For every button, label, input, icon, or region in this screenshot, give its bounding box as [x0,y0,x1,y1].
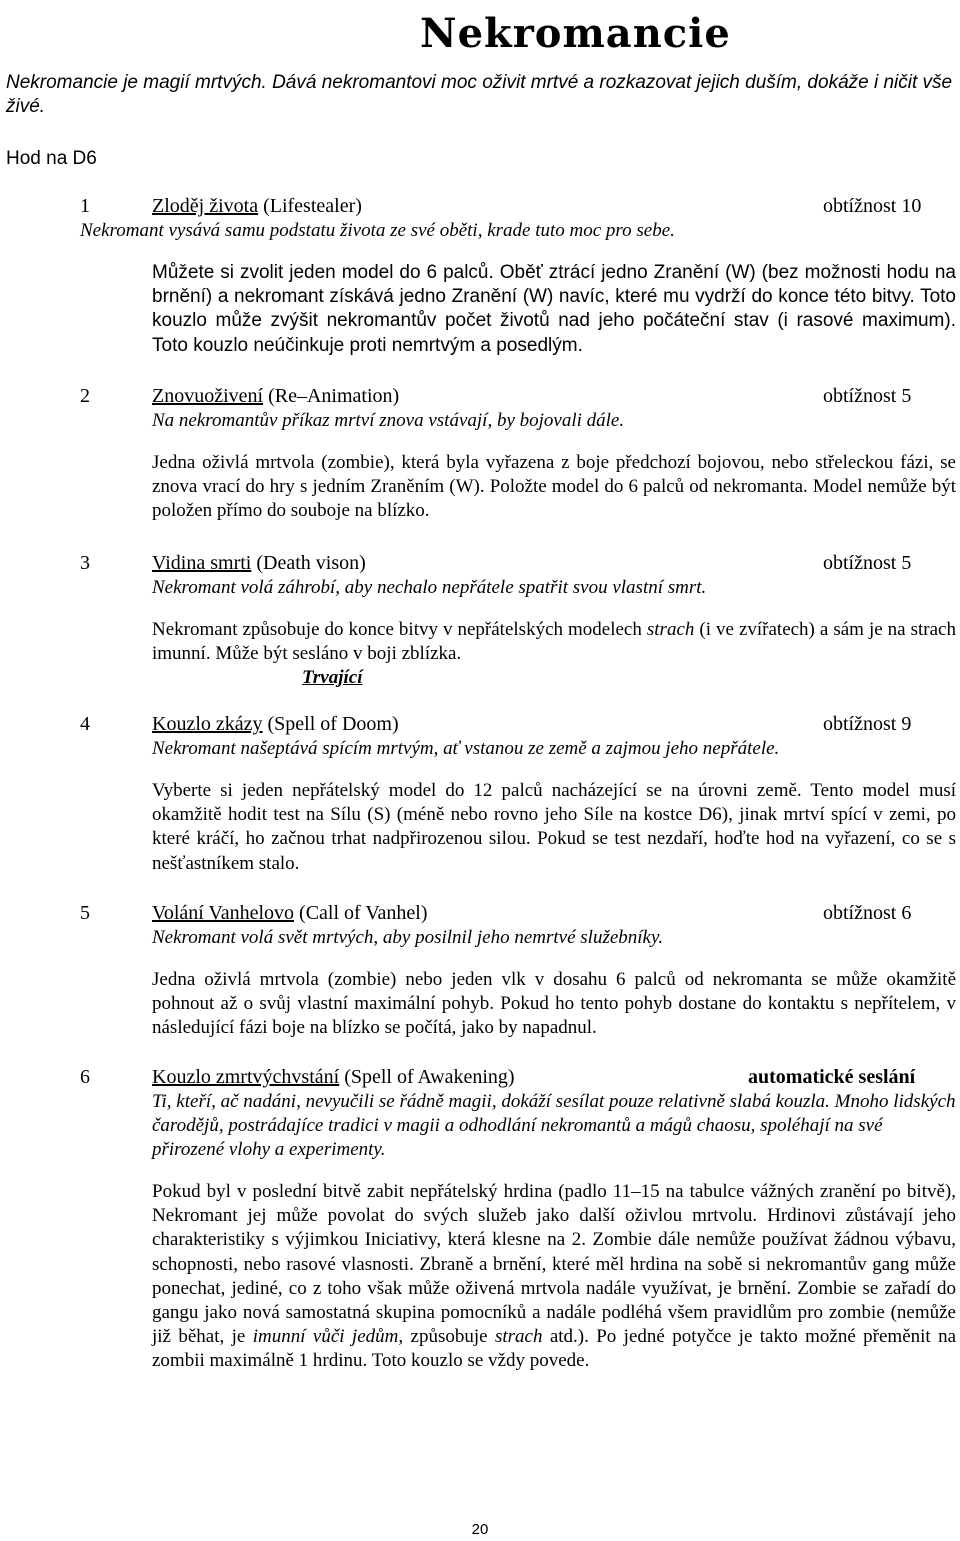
roll-label: Hod na D6 [6,148,97,169]
spell-difficulty: obtížnost 10 [823,195,922,217]
spell-title [152,1064,515,1090]
spell-title [152,383,399,409]
spell-header [80,383,956,409]
spell-name: Volání Vanhelovo [152,902,295,924]
spell-flavor: Nekromant volá záhrobí, aby nechalo nepřátele spatřit svou vlastní smrt. [152,577,707,598]
poison-immunity-term: imunní vůči jedům, [252,1326,404,1348]
fear-term: strach [646,619,695,640]
spell-flavor: Nekromant našeptává spícím mrtvým, ať vstanou ze země a zajmou jeho nepřátele. [152,738,780,759]
spell-body: Jedna oživlá mrtvola (zombie) nebo jeden vlk v dosahu 6 palců od nekromanta se může okamžitě pohnout až o svůj vlastní maximální pohyb. Pokud ho tento pohyb dostane do kontaktu s nepřítelem, v následující fázi boje na blízko se počítá, jako by napadnul. [152,969,956,1039]
spell-name: Kouzlo zmrtvýchvstání [152,1066,340,1088]
spell-4 [80,711,956,876]
spell-title [152,711,399,737]
spell-6 [80,1064,956,1374]
spell-name: Znovuoživení [152,385,264,407]
fear-term: strach [494,1326,543,1348]
spell-header [80,550,956,576]
spell-body: Vyberte si jeden nepřátelský model do 12 palců nacházející se na úrovni země. Tento model musí okamžitě hodit test na Sílu (S) (méně nebo rovno jeho Síle na kostce D6), jinak mrtví spící v zemi, po které kráčí, ho začnou trhat nadpřirozenou silou. Pokud se test nezdaří, hoďte hod na vyřazení, co se s nešťastníkem stalo. [152,780,956,874]
spell-english-name: (Lifestealer) [263,195,362,217]
spell-flavor: Nekromant vysává samu podstatu života ze své oběti, krade tuto moc pro sebe. [80,220,675,241]
spell-number: 5 [80,902,90,924]
spell-body-text: (i ve zvířatech) a sám je na strach imunní. Může být sesláno v boji zblízka. [152,619,956,665]
spell-header [80,711,956,737]
spell-difficulty: obtížnost 5 [823,385,912,407]
spell-body: Jedna oživlá mrtvola (zombie), která byla vyřazena z boje předchozí bojovou, nebo střeleckou fázi, se znova vrací do hry s jedním Zraněním (W). Položte model do 6 palců od nekromanta. Model nemůže být položen přímo do souboje na blízko. [152,452,956,522]
spell-3 [80,550,956,691]
spell-body-text: způsobuje [403,1326,495,1348]
spell-header [80,1064,956,1090]
spell-number: 1 [80,195,90,217]
spell-2 [80,383,956,524]
page-title: Nekromancie [420,10,731,57]
persistent-label: Trvající [302,667,363,689]
spell-body-text: atd.). Po jedné potyčce je takto možné přeměnit na zombii maximálně 1 hrdinu. Toto kouzlo se vždy povede. [152,1326,957,1372]
spell-body-text: Pokud byl v poslední bitvě zabit nepřátelský hrdina (padlo 11–15 na tabulce vážných zranění po bitvě), Nekromant jej může povolat do svých služeb jako další oživlou mrtvolu. Hrdinovi zůstávají jeho charakteristiky s výjimkou Iniciativy, která klesne na 2. Zombie dále nemůže používat žádnou výbavu, schopnosti, nebo rasové vlasnosti. Zbraně a brnění, které měl hrdina na sobě si nekromantův gang může ponechat, jediné, co z toho však může oživená mrtvola nadále využívat, je brnění. Zombie se zařadí do gangu jako nová samostatná skupina pomocníků a nadále podléhá všem pravidlům pro zombie (nemůže již běhat, je [152,1181,956,1348]
spell-name: Kouzlo zkázy [152,713,263,735]
spell-1 [80,193,956,358]
spell-flavor: Ti, kteří, ač nadáni, nevyučili se řádně magii, dokáží sesílat pouze relativně slabá kouzla. Mnoho lidských čarodějů, postrádajíce tradici v magii a odhodlání nekromantů a mágů chaosu, spoléhají na své přirozené vlohy a experimenty. [152,1091,956,1160]
intro-text: Nekromancie je magií mrtvých. Dává nekromantovi moc oživit mrtvé a rozkazovat jejich duším, dokáže i ničit vše živé. [6,72,953,117]
page-number: 20 [471,1521,489,1538]
spell-number: 3 [80,552,90,574]
spell-name: Zloděj života [152,195,259,217]
spell-english-name: (Death vison) [256,552,366,574]
spell-title [152,193,362,219]
spell-number: 6 [80,1066,90,1088]
spell-difficulty: automatické seslání [748,1066,916,1088]
spell-english-name: (Re–Animation) [268,385,400,407]
spell-english-name: (Call of Vanhel) [299,902,428,924]
spell-difficulty: obtížnost 9 [823,713,912,735]
spell-english-name: (Spell of Awakening) [344,1066,515,1088]
spell-number: 2 [80,385,90,407]
spell-name: Vidina smrti [152,552,252,574]
spell-flavor: Na nekromantův příkaz mrtví znova vstávají, by bojovali dále. [152,410,625,431]
spell-english-name: (Spell of Doom) [267,713,399,735]
spell-body: Můžete si zvolit jeden model do 6 palců. Oběť ztrácí jedno Zranění (W) (bez možnosti hodu na brnění) a nekromant získává jedno Zranění (W) navíc, které mu vydrží do konce této bitvy. Toto kouzlo může zvýšit nekromantův počet životů nad jeho počáteční stav (i rasové maximum). Toto kouzlo neúčinkuje proti nemrtvým a posedlým. [152,262,956,356]
spell-5 [80,900,956,1041]
spell-difficulty: obtížnost 5 [823,552,912,574]
spell-difficulty: obtížnost 6 [823,902,912,924]
spell-body-text: Nekromant způsobuje do konce bitvy v nepřátelských modelech [152,619,647,640]
spell-body [152,1180,956,1374]
spell-header [80,900,956,926]
spell-flavor: Nekromant volá svět mrtvých, aby posilnil jeho nemrtvé služebníky. [152,927,664,948]
spell-title [152,900,428,926]
spell-header [80,193,956,219]
spell-body [152,618,956,691]
spell-title [152,550,366,576]
spell-number: 4 [80,713,90,735]
